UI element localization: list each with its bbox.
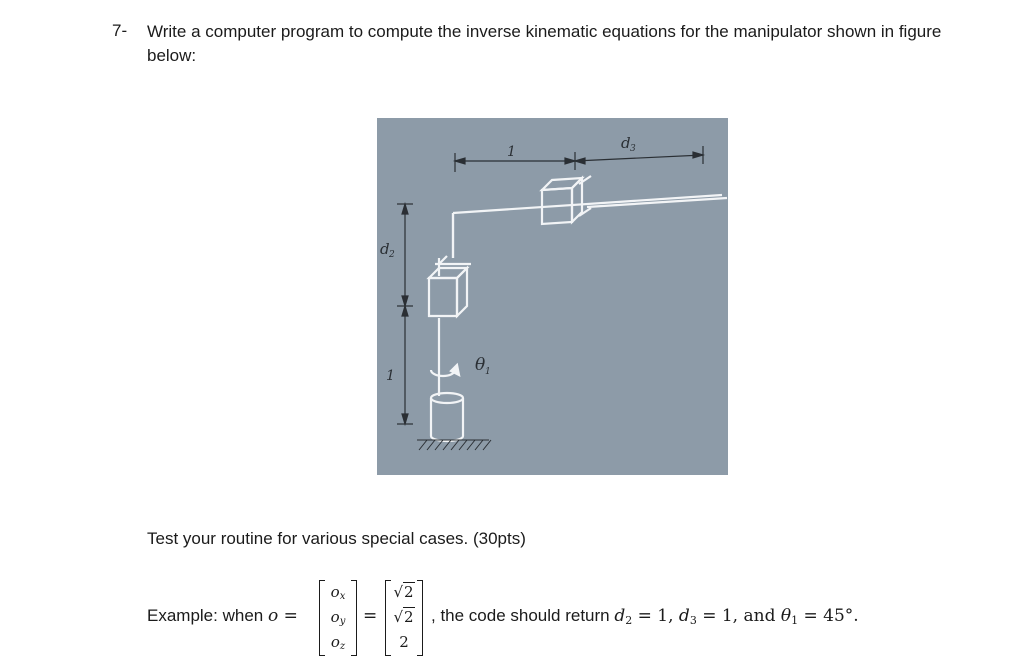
label-d3-sub: 3 — [630, 144, 636, 154]
example-equation — [147, 578, 1007, 658]
result-theta-var: θ — [780, 606, 792, 626]
value-row-3: 2 — [399, 633, 409, 651]
o-y-cell: $o_y$ — [330, 608, 346, 627]
result-d2-var: d — [614, 606, 626, 626]
o-vector-matrix — [319, 580, 357, 656]
example-result — [431, 606, 859, 627]
manipulator-figure — [377, 118, 728, 475]
top-dimension-lines — [455, 146, 703, 172]
result-d3-sub: 3 — [689, 614, 697, 627]
example-lead-text: Example: when — [147, 606, 268, 625]
label-theta: θ — [475, 355, 486, 375]
label-d2: d — [380, 240, 390, 258]
result-d2-val: = 1, — [632, 606, 679, 626]
manipulator-diagram — [377, 118, 728, 475]
result-d2-sub: 2 — [625, 614, 633, 627]
equals-sign-1: = — [278, 606, 298, 626]
label-d2-sub: 2 — [389, 250, 395, 260]
question-number: 7- — [112, 21, 128, 40]
result-d3-var: d — [678, 606, 690, 626]
label-one-left: 1 — [386, 368, 395, 384]
value-row-2: √2 — [393, 608, 414, 626]
manipulator-links — [429, 176, 727, 441]
test-instruction: Test your routine for various special cases. (30pts) — [147, 529, 526, 548]
value-vector-matrix — [385, 580, 423, 656]
question-text: Write a computer program to compute the inverse kinematic equations for the manipulator shown in figure below: — [147, 22, 942, 65]
var-o: o — [267, 606, 279, 626]
label-one-top: 1 — [507, 144, 516, 160]
label-theta-sub: 1 — [485, 367, 491, 377]
o-x-cell: $o_x$ — [330, 583, 346, 602]
label-d3: d — [621, 134, 631, 152]
result-theta-val: = 45°. — [798, 606, 859, 626]
left-dimension-lines — [397, 204, 413, 424]
example-lead — [147, 606, 298, 626]
equals-sign-2: = — [363, 606, 378, 626]
result-theta-sub: 1 — [791, 614, 799, 627]
result-d3-val: = 1, and — [696, 606, 781, 626]
o-z-cell: $o_z$ — [330, 633, 346, 652]
result-prefix: , the code should return — [431, 606, 615, 625]
value-row-1: √2 — [393, 583, 414, 601]
